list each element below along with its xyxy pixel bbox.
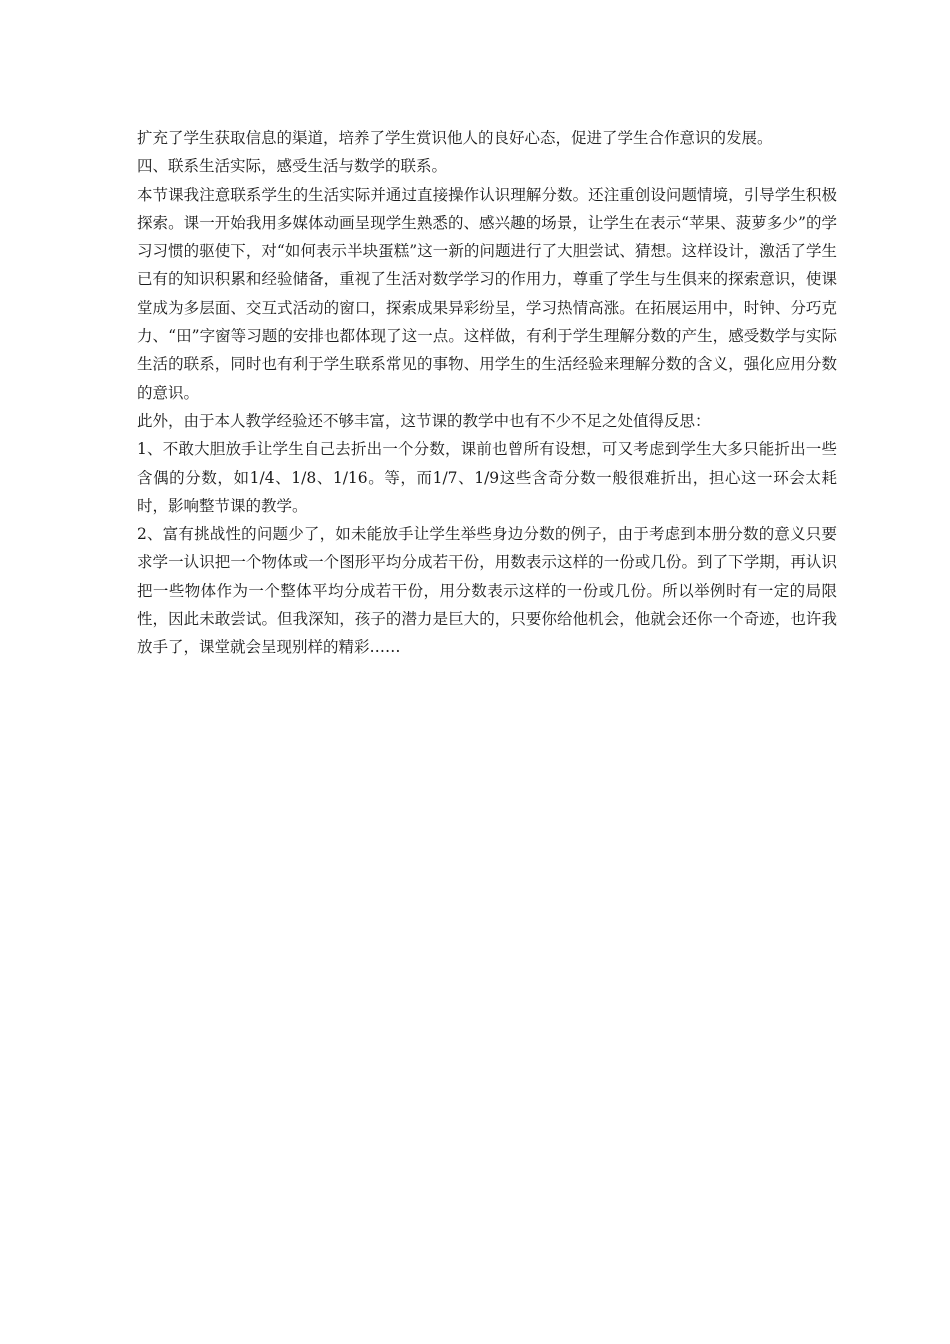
section-heading-four: 四、联系生活实际，感受生活与数学的联系。 xyxy=(137,157,448,176)
paragraph-reflection-intro: 此外，由于本人教学经验还不够丰富，这节课的教学中也有不少不足之处值得反思： xyxy=(137,411,711,430)
paragraph-life-connection: 本节课我注意联系学生的生活实际并通过直接操作认识理解分数。还注重创设问题情境，引导学生积极探索。课一开始我用多媒体动画呈现学生熟悉的、感兴趣的场景，让学生在表示“苹果、菠萝多少”的学习习惯的驱使下，对“如何表示半块蛋糕”这一新的问题进行了大胆尝试、猜想。这样设计，激活了学生已有的知识积累和经验储备，重视了生活对数学学习的作用力，尊重了学生与生俱来的探索意识，使课堂成为多层面、交互式活动的窗口，探索成果异彩纷呈，学习热情高涨。在拓展运用中，时钟、分巧克力、“田”字窗等习题的安排也都体现了这一点。这样做，有利于学生理解分数的产生，感受数学与实际生活的联系，同时也有利于学生联系常见的事物、用学生的生活经验来理解分数的含义，强化应用分数的意识。 xyxy=(137,185,837,402)
document-body xyxy=(137,124,837,662)
paragraph-intro-continuation: 扩充了学生获取信息的渠道，培养了学生赏识他人的良好心态，促进了学生合作意识的发展。 xyxy=(137,129,773,147)
paragraph-reflection-one: 1、不敢大胆放手让学生自己去折出一个分数，课前也曾所有设想，可又考虑到学生大多只能折出一些含偶的分数，如1/4、1/8、1/16。等，而1/7、1/9这些含奇分数一般很难折出，担心这一环会太耗时，影响整节课的教学。 xyxy=(137,440,837,515)
paragraph-reflection-two: 2、富有挑战性的问题少了，如未能放手让学生举些身边分数的例子，由于考虑到本册分数的意义只要求学一认识把一个物体或一个图形平均分成若干份，用数表示这样的一份或几份。到了下学期，再认识把一些物体作为一个整体平均分成若干份，用分数表示这样的一份或几份。所以举例时有一定的局限性，因此未敢尝试。但我深知，孩子的潜力是巨大的，只要你给他机会，他就会还你一个奇迹，也许我放手了，课堂就会呈现别样的精彩…… xyxy=(137,525,837,657)
